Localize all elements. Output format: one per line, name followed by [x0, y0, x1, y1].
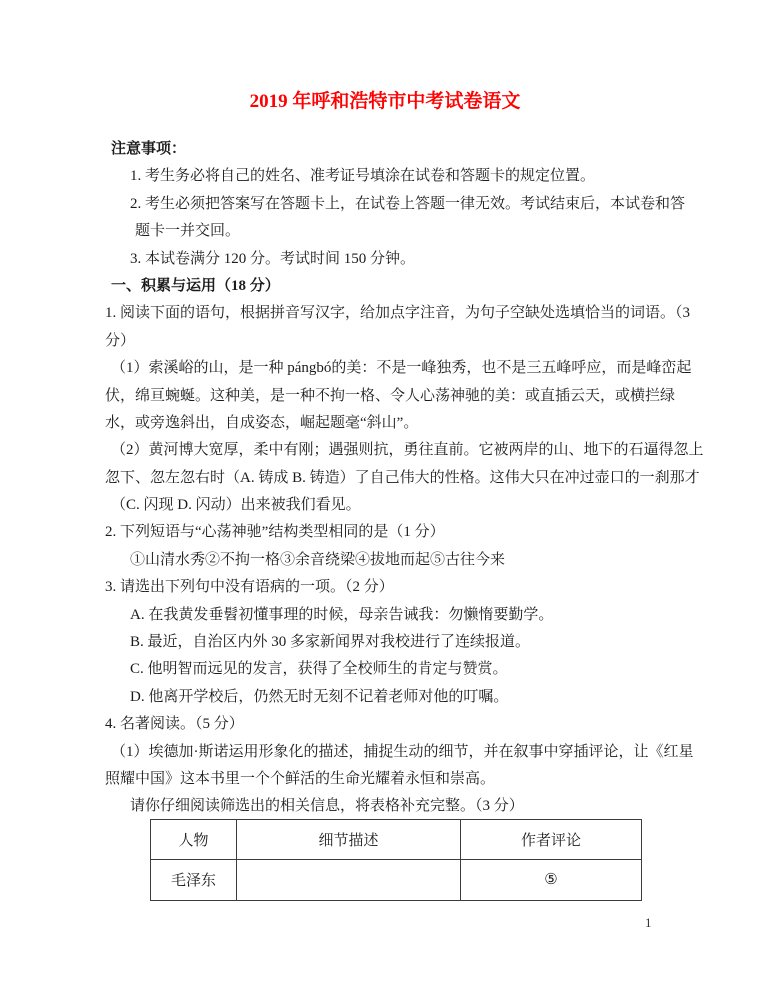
question-2-options: ①山清水秀②不拘一格③余音绕梁④拔地而起⑤古往今来	[130, 551, 506, 568]
table-header-row	[151, 819, 642, 859]
table-header-person: 人物	[151, 819, 237, 859]
document-title: 2019 年呼和浩特市中考试卷语文	[249, 91, 521, 112]
question-4-part-1-line-2: 照耀中国》这本书里一个个鲜活的生命光耀着永恒和崇高。	[105, 770, 496, 787]
page-number: 1	[645, 915, 652, 930]
question-4-stem: 4. 名著阅读。（5 分）	[105, 716, 244, 733]
table-cell-person: 毛泽东	[151, 859, 237, 900]
question-3-option-c: C. 他明智而远见的发言，获得了全校师生的肯定与赞赏。	[130, 661, 508, 678]
table-row	[151, 859, 642, 900]
notice-item-2-line-2: 题卡一并交回。	[135, 223, 241, 240]
question-1-stem-line-2: 分）	[105, 332, 136, 349]
notice-item-3: 3. 本试卷满分 120 分。考试时间 150 分钟。	[130, 250, 416, 267]
table-cell-comment: ⑤	[461, 859, 642, 900]
table-header-detail: 细节描述	[237, 819, 461, 859]
question-1-part-2-line-3: （C. 闪现 D. 闪动）出来被我们看见。	[111, 497, 361, 514]
question-2-stem: 2. 下列短语与“心荡神驰”结构类型相同的是（1 分）	[105, 524, 445, 541]
question-1-part-1-line-1: （1）索溪峪的山，是一种 pángbó的美：不是一峰独秀，也不是三五峰呼应，而是峰峦起	[111, 360, 692, 377]
notice-heading: 注意事项：	[111, 141, 187, 157]
document-content	[105, 88, 705, 901]
question-4-part-1-line-1: （1）埃德加·斯诺运用形象化的描述，捕捉生动的细节，并在叙事中穿插评论，让《红星	[111, 743, 694, 760]
info-table-wrapper	[150, 819, 705, 901]
question-1-part-2-line-1: （2）黄河博大宽厚，柔中有刚；遇强则抗，勇往直前。它被两岸的山、地下的石逼得忽上	[111, 442, 704, 459]
table-header-comment: 作者评论	[461, 819, 642, 859]
question-3-option-d: D. 他离开学校后，仍然无时无刻不记着老师对他的叮嘱。	[130, 688, 509, 705]
question-1-part-1-line-2: 伏，绵亘蜿蜒。这种美，是一种不拘一格、令人心荡神驰的美：或直插云天，或横拦绿	[105, 387, 676, 404]
question-3-option-a: A. 在我黄发垂髫初懂事理的时候，母亲告诫我：勿懒惰要勤学。	[130, 606, 554, 623]
notice-item-1: 1. 考生务必将自己的姓名、准考证号填涂在试卷和答题卡的规定位置。	[130, 168, 596, 185]
question-4-table-instruction: 请你仔细阅读筛选出的相关信息，将表格补充完整。（3 分）	[130, 798, 524, 815]
section-1-heading: 一、积累与运用（18 分）	[111, 277, 280, 294]
notice-item-2-line-1: 2. 考生必须把答案写在答题卡上，在试卷上答题一律无效。考试结束后，本试卷和答	[130, 195, 686, 212]
question-1-part-2-line-2: 忽下、忽左忽右时（A. 铸成 B. 铸造）了自己伟大的性格。这伟大只在冲过壶口的一刹那才	[105, 469, 700, 486]
table-cell-detail	[237, 859, 461, 900]
info-table	[150, 819, 642, 901]
question-3-stem: 3. 请选出下列句中没有语病的一项。（2 分）	[105, 579, 394, 596]
question-1-part-1-line-3: 水，或旁逸斜出，自成姿态，崛起题毫“斜山”。	[105, 414, 419, 431]
question-1-stem-line-1: 1. 阅读下面的语句，根据拼音写汉字，给加点字注音，为句子空缺处选填恰当的词语。（3	[105, 305, 691, 322]
question-3-option-b: B. 最近，自治区内外 30 多家新闻界对我校进行了连续报道。	[130, 634, 531, 651]
